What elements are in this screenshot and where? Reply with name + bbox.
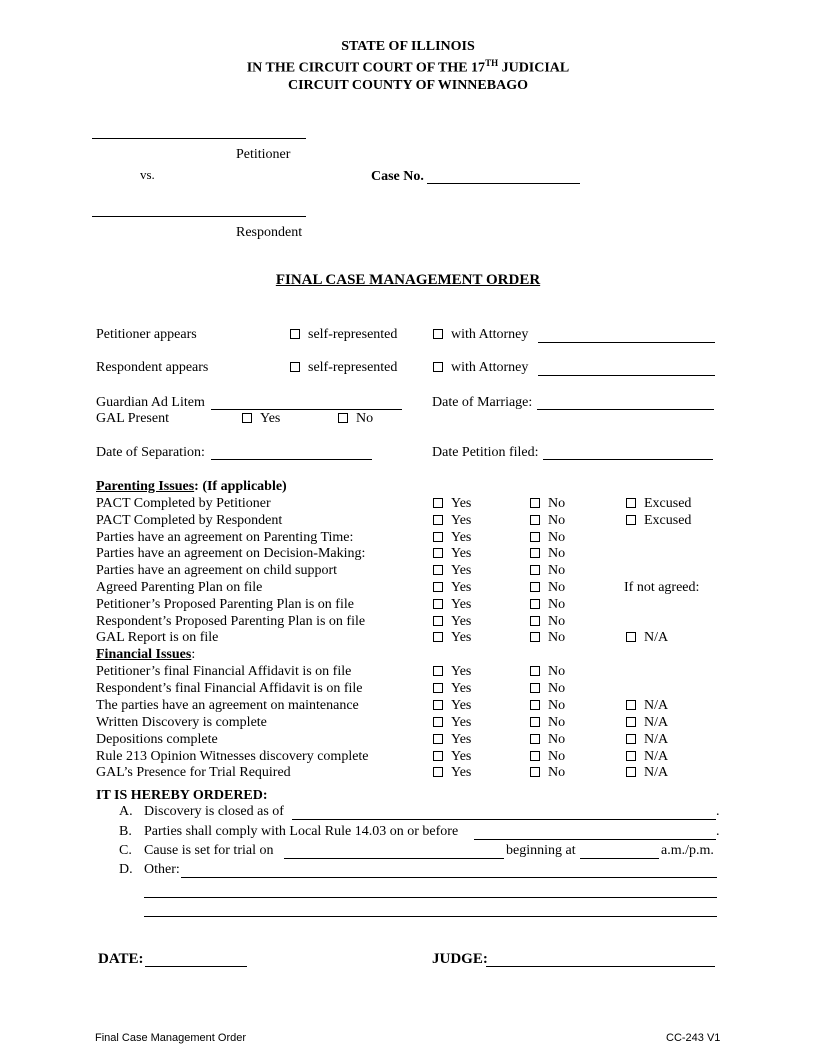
header-state: STATE OF ILLINOIS bbox=[341, 39, 475, 54]
parenting-option-no[interactable]: No bbox=[530, 614, 565, 630]
parenting-row-label: Petitioner’s Proposed Parenting Plan is on file bbox=[96, 597, 354, 612]
checkbox[interactable] bbox=[433, 717, 443, 727]
parenting-row-label: Parties have an agreement on Decision-Making: bbox=[96, 546, 366, 561]
parenting-row-label: PACT Completed by Petitioner bbox=[96, 496, 271, 511]
order-b-text: Parties shall comply with Local Rule 14.03 on or before bbox=[144, 824, 459, 839]
checkbox[interactable] bbox=[433, 599, 443, 609]
checkbox[interactable] bbox=[530, 515, 540, 525]
financial-option-no[interactable]: No bbox=[530, 698, 565, 714]
checkbox[interactable] bbox=[626, 717, 636, 727]
parenting-row-label: GAL Report is on file bbox=[96, 630, 219, 645]
petitioner-attorney-field[interactable] bbox=[538, 342, 715, 343]
parenting-issues-heading: Parenting Issues: (If applicable) bbox=[96, 479, 287, 494]
checkbox[interactable] bbox=[626, 767, 636, 777]
financial-row-label: Petitioner’s final Financial Affidavit is on file bbox=[96, 664, 352, 679]
checkbox[interactable] bbox=[626, 515, 636, 525]
petitioner-with-attorney-option[interactable]: with Attorney bbox=[433, 327, 528, 343]
checkbox[interactable] bbox=[530, 582, 540, 592]
petitioner-name-line[interactable] bbox=[92, 138, 306, 139]
parenting-row-label: Parties have an agreement on child support bbox=[96, 563, 338, 578]
financial-option-na[interactable]: N/A bbox=[626, 765, 668, 781]
date-field[interactable] bbox=[145, 966, 247, 967]
checkbox[interactable] bbox=[433, 362, 443, 372]
parenting-option-yes[interactable]: Yes bbox=[433, 614, 471, 630]
parenting-option-yes[interactable]: Yes bbox=[433, 513, 471, 529]
header-county: CIRCUIT COUNTY OF WINNEBAGO bbox=[288, 77, 528, 93]
order-b-letter: B. bbox=[119, 824, 132, 839]
court-header bbox=[0, 38, 816, 94]
parenting-option-no[interactable]: No bbox=[530, 630, 565, 646]
checkbox[interactable] bbox=[433, 498, 443, 508]
parenting-option-no[interactable]: No bbox=[530, 496, 565, 512]
parenting-option-yes[interactable]: Yes bbox=[433, 630, 471, 646]
trial-date-field[interactable] bbox=[284, 858, 504, 859]
checkbox[interactable] bbox=[433, 666, 443, 676]
financial-option-yes[interactable]: Yes bbox=[433, 749, 471, 765]
checkbox[interactable] bbox=[433, 565, 443, 575]
parenting-option-yes[interactable]: Yes bbox=[433, 580, 471, 596]
checkbox[interactable] bbox=[530, 767, 540, 777]
parenting-option-no[interactable]: No bbox=[530, 597, 565, 613]
checkbox[interactable] bbox=[433, 683, 443, 693]
date-of-separation-field[interactable] bbox=[211, 459, 372, 460]
financial-option-no[interactable]: No bbox=[530, 715, 565, 731]
gal-present-no-option[interactable]: No bbox=[338, 411, 373, 427]
gal-present-label: GAL Present bbox=[96, 411, 169, 426]
order-a-text: Discovery is closed as of bbox=[144, 804, 284, 819]
parenting-row-label: PACT Completed by Respondent bbox=[96, 513, 283, 528]
checkbox[interactable] bbox=[626, 498, 636, 508]
parenting-option-excused[interactable]: Excused bbox=[626, 513, 691, 529]
financial-option-yes[interactable]: Yes bbox=[433, 681, 471, 697]
financial-option-na[interactable]: N/A bbox=[626, 715, 668, 731]
checkbox[interactable] bbox=[530, 498, 540, 508]
financial-row-label: Depositions complete bbox=[96, 732, 218, 747]
financial-row-label: Rule 213 Opinion Witnesses discovery complete bbox=[96, 749, 369, 764]
order-c-end: a.m./p.m. bbox=[661, 843, 714, 858]
checkbox[interactable] bbox=[530, 599, 540, 609]
financial-option-yes[interactable]: Yes bbox=[433, 765, 471, 781]
order-a-letter: A. bbox=[119, 804, 133, 819]
financial-option-no[interactable]: No bbox=[530, 765, 565, 781]
checkbox[interactable] bbox=[433, 329, 443, 339]
parenting-row-label: Agreed Parenting Plan on file bbox=[96, 580, 263, 595]
checkbox[interactable] bbox=[290, 362, 300, 372]
financial-option-na[interactable]: N/A bbox=[626, 732, 668, 748]
page-title: FINAL CASE MANAGEMENT ORDER bbox=[275, 272, 541, 288]
discovery-closed-date-field[interactable] bbox=[292, 819, 716, 820]
checkbox[interactable] bbox=[530, 683, 540, 693]
footer-title: Final Case Management Order bbox=[95, 1032, 247, 1044]
order-c-letter: C. bbox=[119, 843, 132, 858]
checkbox[interactable] bbox=[433, 632, 443, 642]
checkbox[interactable] bbox=[626, 734, 636, 744]
respondent-name-line[interactable] bbox=[92, 216, 306, 217]
checkbox[interactable] bbox=[626, 632, 636, 642]
order-a-period: . bbox=[716, 804, 720, 819]
checkbox[interactable] bbox=[530, 751, 540, 761]
parenting-option-no[interactable]: No bbox=[530, 546, 565, 562]
guardian-ad-litem-field[interactable] bbox=[211, 409, 402, 410]
order-b-period: . bbox=[716, 824, 720, 839]
checkbox[interactable] bbox=[242, 413, 252, 423]
other-field-line-2[interactable] bbox=[144, 897, 717, 898]
parenting-option-excused[interactable]: Excused bbox=[626, 496, 691, 512]
checkbox[interactable] bbox=[433, 548, 443, 558]
checkbox[interactable] bbox=[433, 532, 443, 542]
parenting-option-no[interactable]: No bbox=[530, 530, 565, 546]
date-of-marriage-label: Date of Marriage: bbox=[432, 395, 533, 410]
respondent-appears-label: Respondent appears bbox=[96, 360, 209, 375]
checkbox[interactable] bbox=[433, 767, 443, 777]
parenting-option-no[interactable]: No bbox=[530, 563, 565, 579]
financial-row-label: The parties have an agreement on maintenance bbox=[96, 698, 359, 713]
parenting-row-note: If not agreed: bbox=[624, 580, 700, 595]
other-field-line-3[interactable] bbox=[144, 916, 717, 917]
order-c-text: Cause is set for trial on bbox=[144, 843, 274, 858]
date-petition-filed-label: Date Petition filed: bbox=[432, 445, 539, 460]
financial-option-yes[interactable]: Yes bbox=[433, 732, 471, 748]
respondent-label: Respondent bbox=[236, 225, 303, 240]
order-d-letter: D. bbox=[119, 862, 133, 877]
judge-signature-field[interactable] bbox=[486, 966, 715, 967]
checkbox[interactable] bbox=[433, 700, 443, 710]
financial-option-no[interactable]: No bbox=[530, 732, 565, 748]
parenting-option-yes[interactable]: Yes bbox=[433, 546, 471, 562]
footer-form-number: CC-243 V1 bbox=[666, 1032, 721, 1044]
other-field-line-1[interactable] bbox=[181, 877, 717, 878]
checkbox[interactable] bbox=[626, 751, 636, 761]
financial-option-no[interactable]: No bbox=[530, 681, 565, 697]
checkbox[interactable] bbox=[433, 751, 443, 761]
date-of-separation-label: Date of Separation: bbox=[96, 445, 205, 460]
date-of-marriage-field[interactable] bbox=[537, 409, 714, 410]
financial-row-label: Written Discovery is complete bbox=[96, 715, 267, 730]
checkbox[interactable] bbox=[530, 548, 540, 558]
checkbox[interactable] bbox=[433, 582, 443, 592]
parenting-option-na[interactable]: N/A bbox=[626, 630, 668, 646]
financial-option-yes[interactable]: Yes bbox=[433, 715, 471, 731]
trial-time-field[interactable] bbox=[580, 858, 659, 859]
checkbox[interactable] bbox=[433, 515, 443, 525]
parenting-option-no[interactable]: No bbox=[530, 580, 565, 596]
petitioner-label: Petitioner bbox=[236, 147, 291, 162]
case-no-label: Case No. bbox=[371, 169, 424, 184]
parenting-option-no[interactable]: No bbox=[530, 513, 565, 529]
financial-option-yes[interactable]: Yes bbox=[433, 698, 471, 714]
parenting-option-yes[interactable]: Yes bbox=[433, 496, 471, 512]
guardian-ad-litem-label: Guardian Ad Litem bbox=[96, 395, 205, 410]
case-no-field[interactable] bbox=[427, 183, 580, 184]
respondent-with-attorney-option[interactable]: with Attorney bbox=[433, 360, 528, 376]
checkbox[interactable] bbox=[530, 632, 540, 642]
checkbox[interactable] bbox=[530, 616, 540, 626]
vs-label: vs. bbox=[140, 167, 155, 182]
financial-issues-heading: Financial Issues: bbox=[96, 647, 196, 662]
checkbox[interactable] bbox=[338, 413, 348, 423]
checkbox[interactable] bbox=[530, 532, 540, 542]
financial-option-na[interactable]: N/A bbox=[626, 749, 668, 765]
ordered-heading: IT IS HEREBY ORDERED: bbox=[96, 788, 268, 803]
parenting-row-label: Parties have an agreement on Parenting Time: bbox=[96, 530, 354, 545]
respondent-self-represented-option[interactable]: self-represented bbox=[290, 360, 397, 376]
checkbox[interactable] bbox=[433, 616, 443, 626]
checkbox[interactable] bbox=[290, 329, 300, 339]
local-rule-date-field[interactable] bbox=[474, 839, 716, 840]
financial-option-no[interactable]: No bbox=[530, 749, 565, 765]
financial-option-na[interactable]: N/A bbox=[626, 698, 668, 714]
financial-option-yes[interactable]: Yes bbox=[433, 664, 471, 680]
financial-option-no[interactable]: No bbox=[530, 664, 565, 680]
petitioner-self-represented-option[interactable]: self-represented bbox=[290, 327, 397, 343]
financial-row-label: GAL’s Presence for Trial Required bbox=[96, 765, 291, 780]
checkbox[interactable] bbox=[530, 734, 540, 744]
header-court: IN THE CIRCUIT COURT OF THE 17TH JUDICIAL bbox=[246, 58, 570, 76]
checkbox[interactable] bbox=[626, 700, 636, 710]
gal-present-yes-option[interactable]: Yes bbox=[242, 411, 280, 427]
checkbox[interactable] bbox=[530, 565, 540, 575]
checkbox[interactable] bbox=[530, 700, 540, 710]
checkbox[interactable] bbox=[433, 734, 443, 744]
parenting-row-label: Respondent’s Proposed Parenting Plan is on file bbox=[96, 614, 366, 629]
checkbox[interactable] bbox=[530, 717, 540, 727]
order-d-text: Other: bbox=[144, 862, 180, 877]
order-c-mid: beginning at bbox=[506, 843, 576, 858]
respondent-attorney-field[interactable] bbox=[538, 375, 715, 376]
parenting-option-yes[interactable]: Yes bbox=[433, 563, 471, 579]
checkbox[interactable] bbox=[530, 666, 540, 676]
financial-row-label: Respondent’s final Financial Affidavit is on file bbox=[96, 681, 363, 696]
parenting-option-yes[interactable]: Yes bbox=[433, 530, 471, 546]
parenting-option-yes[interactable]: Yes bbox=[433, 597, 471, 613]
date-petition-filed-field[interactable] bbox=[543, 459, 713, 460]
judge-label: JUDGE: bbox=[432, 951, 488, 967]
date-label: DATE: bbox=[98, 951, 144, 967]
petitioner-appears-label: Petitioner appears bbox=[96, 327, 197, 342]
